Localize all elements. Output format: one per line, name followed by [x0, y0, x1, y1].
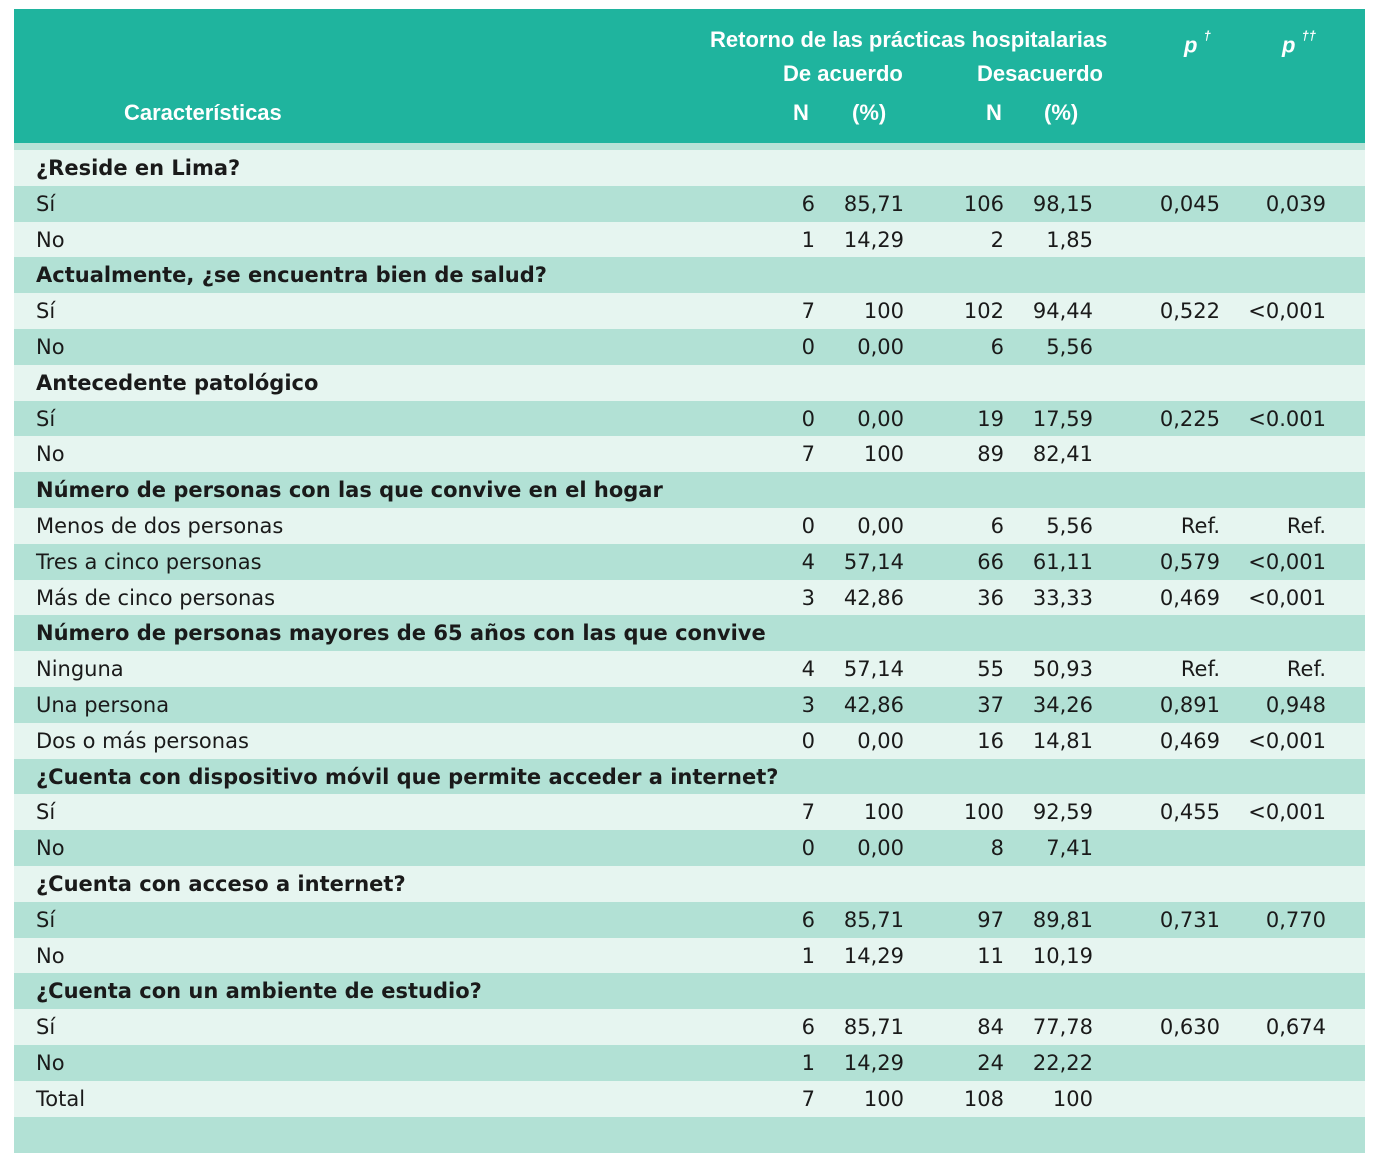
n-desacuerdo-cell: 102 [963, 299, 1004, 324]
p-dagger-cell [1124, 1045, 1220, 1081]
n-acuerdo-cell: 6 [801, 191, 815, 216]
caracteristicas-header: Características [124, 100, 282, 125]
n-desacuerdo-cell: 89 [977, 442, 1004, 467]
p-dagger-cell: 0,579 [1159, 549, 1220, 574]
empty-row [14, 1117, 1365, 1153]
pct-acuerdo-cell: 14,29 [843, 1051, 904, 1075]
row-label: No [36, 335, 65, 359]
p-dagger-cell [1124, 436, 1220, 472]
table-row [14, 329, 1365, 365]
n-acuerdo-cell: 7 [801, 299, 815, 324]
pct-acuerdo-cell: 85,71 [843, 907, 904, 932]
n-acuerdo-cell: 0 [801, 836, 815, 861]
p-dagger-cell: 0,455 [1159, 800, 1220, 825]
n-acuerdo-cell: 1 [801, 943, 815, 968]
row-label: No [36, 442, 65, 467]
n-desacuerdo-cell: 6 [990, 514, 1004, 538]
p-double-dagger-cell: <0,001 [1248, 800, 1326, 825]
pct-desacuerdo-cell: 7,41 [1046, 836, 1093, 861]
p-dagger-cell [1124, 222, 1220, 258]
n-desacuerdo-cell: 11 [977, 943, 1004, 968]
table-row [14, 794, 1365, 830]
pct-desacuerdo-cell: 98,15 [1032, 191, 1093, 216]
table-row [14, 687, 1365, 723]
pct-acuerdo-cell: 0,00 [857, 335, 904, 359]
table-row [14, 222, 1365, 258]
pct-acuerdo-cell: 14,29 [843, 943, 904, 968]
pct-desacuerdo-cell: 17,59 [1032, 406, 1093, 431]
row-label: Menos de dos personas [36, 514, 284, 538]
p-double-dagger-cell [1234, 436, 1326, 472]
p-dagger-header: p † [1184, 28, 1211, 58]
header-separator [14, 143, 1365, 150]
n-acuerdo-cell: 7 [801, 1086, 815, 1111]
p-dagger-cell: 0,469 [1159, 728, 1220, 753]
p-double-dagger-cell: <0,001 [1248, 585, 1326, 610]
pct-desacuerdo-cell: 92,59 [1032, 800, 1093, 825]
p-double-dagger-cell [1234, 1081, 1326, 1117]
table-row [14, 938, 1365, 974]
table-header [14, 9, 1365, 143]
section-label: Actualmente, ¿se encuentra bien de salud? [36, 263, 547, 288]
group-title: Retorno de las prácticas hospitalarias [710, 27, 1108, 52]
p-double-dagger-cell: Ref. [1286, 657, 1326, 682]
table-row [14, 436, 1365, 472]
pct-acuerdo-cell: 100 [863, 442, 904, 467]
row-label: Sí [36, 191, 56, 216]
p-double-dagger-cell: 0,770 [1265, 907, 1326, 932]
table-row [14, 1045, 1365, 1081]
pct-acuerdo-cell: 85,71 [843, 191, 904, 216]
section-row [14, 472, 1365, 508]
p-dagger-cell: 0,731 [1159, 907, 1220, 932]
pct-desacuerdo-cell: 5,56 [1046, 514, 1093, 538]
section-row [14, 150, 1365, 186]
row-label: No [36, 227, 65, 252]
n-acuerdo-cell: 6 [801, 907, 815, 932]
row-label: Sí [36, 907, 56, 932]
n-desacuerdo-cell: 108 [963, 1086, 1004, 1111]
p-dagger-cell: Ref. [1180, 657, 1220, 682]
section-label: Antecedente patológico [36, 370, 319, 395]
pct-desacuerdo-cell: 82,41 [1032, 442, 1093, 467]
table-row [14, 293, 1365, 329]
row-label: No [36, 1051, 65, 1075]
p-dagger-cell [1124, 1081, 1220, 1117]
results-table [14, 9, 1365, 1149]
row-label: Más de cinco personas [36, 585, 276, 610]
row-label: Total [36, 1086, 86, 1111]
pct-acuerdo-cell: 0,00 [857, 406, 904, 431]
n-header-desacuerdo: N [986, 100, 1002, 125]
row-label: No [36, 943, 65, 968]
row-label: Una persona [36, 693, 170, 717]
pct-acuerdo-cell: 57,14 [843, 549, 904, 574]
n-header-acuerdo: N [793, 100, 809, 125]
p-double-dagger-cell: <0,001 [1248, 549, 1326, 574]
pct-acuerdo-cell: 0,00 [857, 836, 904, 861]
p-double-dagger-cell: <0,001 [1248, 728, 1326, 753]
pct-desacuerdo-cell: 33,33 [1032, 585, 1093, 610]
section-label: ¿Cuenta con acceso a internet? [36, 872, 406, 896]
p-dagger-cell: 0,522 [1159, 299, 1220, 324]
n-acuerdo-cell: 1 [801, 227, 815, 252]
n-desacuerdo-cell: 6 [990, 335, 1004, 359]
p-double-dagger-cell [1234, 1045, 1326, 1081]
desacuerdo-header: Desacuerdo [977, 61, 1103, 86]
n-desacuerdo-cell: 37 [977, 693, 1004, 717]
pct-desacuerdo-cell: 22,22 [1032, 1051, 1093, 1075]
section-row [14, 759, 1365, 795]
n-desacuerdo-cell: 55 [977, 657, 1004, 682]
p-dagger-cell [1124, 938, 1220, 974]
row-label: Sí [36, 299, 56, 324]
n-acuerdo-cell: 0 [801, 406, 815, 431]
n-acuerdo-cell: 4 [801, 657, 815, 682]
table-row [14, 186, 1365, 222]
row-label: Sí [36, 1015, 56, 1040]
n-desacuerdo-cell: 36 [977, 585, 1004, 610]
pct-desacuerdo-cell: 5,56 [1046, 335, 1093, 359]
p-double-dagger-header: p †† [1282, 28, 1317, 58]
row-label: Dos o más personas [36, 728, 249, 753]
n-desacuerdo-cell: 2 [990, 227, 1004, 252]
p-double-dagger-cell: 0,948 [1265, 693, 1326, 717]
n-acuerdo-cell: 0 [801, 514, 815, 538]
p-dagger-cell: 0,469 [1159, 585, 1220, 610]
pct-desacuerdo-cell: 61,11 [1032, 549, 1093, 574]
pct-acuerdo-cell: 100 [863, 1086, 904, 1111]
n-acuerdo-cell: 0 [801, 728, 815, 753]
p-double-dagger-cell: 0,039 [1265, 191, 1326, 216]
pct-desacuerdo-cell: 10,19 [1032, 943, 1093, 968]
row-label: Sí [36, 800, 56, 825]
row-label: Tres a cinco personas [36, 549, 262, 574]
p-double-dagger-cell [1234, 329, 1326, 365]
n-desacuerdo-cell: 8 [990, 836, 1004, 861]
section-label: Número de personas mayores de 65 años con las que convive [36, 621, 766, 646]
table-row [14, 723, 1365, 759]
pct-header-acuerdo: (%) [852, 100, 887, 125]
row-label: Sí [36, 406, 56, 431]
n-desacuerdo-cell: 84 [977, 1015, 1004, 1040]
pct-desacuerdo-cell: 77,78 [1032, 1015, 1093, 1040]
table-row [14, 508, 1365, 544]
n-desacuerdo-cell: 19 [977, 406, 1004, 431]
pct-acuerdo-cell: 0,00 [857, 514, 904, 538]
p-dagger-cell [1124, 329, 1220, 365]
p-double-dagger-cell: <0,001 [1248, 299, 1326, 324]
section-row [14, 615, 1365, 651]
pct-acuerdo-cell: 85,71 [843, 1015, 904, 1040]
n-desacuerdo-cell: 100 [963, 800, 1004, 825]
p-dagger-cell: 0,891 [1159, 693, 1220, 717]
section-row [14, 257, 1365, 293]
n-acuerdo-cell: 4 [801, 549, 815, 574]
pct-acuerdo-cell: 0,00 [857, 728, 904, 753]
pct-acuerdo-cell: 42,86 [843, 585, 904, 610]
n-desacuerdo-cell: 66 [977, 549, 1004, 574]
pct-acuerdo-cell: 42,86 [843, 693, 904, 717]
p-dagger-cell: Ref. [1180, 514, 1220, 538]
pct-desacuerdo-cell: 14,81 [1032, 728, 1093, 753]
n-acuerdo-cell: 7 [801, 800, 815, 825]
table-row [14, 830, 1365, 866]
p-dagger-cell: 0,225 [1159, 406, 1220, 431]
pct-acuerdo-cell: 14,29 [843, 227, 904, 252]
section-label: Número de personas con las que convive en el hogar [36, 478, 663, 503]
pct-desacuerdo-cell: 34,26 [1032, 693, 1093, 717]
section-row [14, 365, 1365, 401]
p-dagger-cell [1124, 830, 1220, 866]
p-dagger-cell: 0,045 [1159, 191, 1220, 216]
section-label: ¿Cuenta con dispositivo móvil que permite acceder a internet? [36, 764, 779, 789]
pct-desacuerdo-cell: 50,93 [1032, 657, 1093, 682]
p-double-dagger-cell: <0.001 [1248, 406, 1326, 431]
n-acuerdo-cell: 6 [801, 1015, 815, 1040]
table-row [14, 1081, 1365, 1117]
n-acuerdo-cell: 7 [801, 442, 815, 467]
p-double-dagger-cell: Ref. [1286, 514, 1326, 538]
n-desacuerdo-cell: 97 [977, 907, 1004, 932]
p-double-dagger-cell: 0,674 [1265, 1015, 1326, 1040]
pct-acuerdo-cell: 57,14 [843, 657, 904, 682]
table-row [14, 651, 1365, 687]
n-acuerdo-cell: 3 [801, 585, 815, 610]
row-label: Ninguna [36, 657, 124, 682]
p-double-dagger-cell [1234, 938, 1326, 974]
pct-acuerdo-cell: 100 [863, 299, 904, 324]
p-dagger-cell: 0,630 [1159, 1015, 1220, 1040]
n-acuerdo-cell: 1 [801, 1051, 815, 1075]
table-row [14, 1009, 1365, 1045]
pct-desacuerdo-cell: 94,44 [1032, 299, 1093, 324]
p-double-dagger-cell [1234, 222, 1326, 258]
p-double-dagger-cell [1234, 830, 1326, 866]
section-row [14, 866, 1365, 902]
pct-desacuerdo-cell: 89,81 [1032, 907, 1093, 932]
table-row [14, 580, 1365, 616]
de-acuerdo-header: De acuerdo [783, 61, 903, 86]
pct-desacuerdo-cell: 100 [1052, 1086, 1093, 1111]
table-row [14, 544, 1365, 580]
n-desacuerdo-cell: 24 [977, 1051, 1004, 1075]
n-acuerdo-cell: 0 [801, 335, 815, 359]
section-label: ¿Cuenta con un ambiente de estudio? [36, 979, 482, 1004]
n-desacuerdo-cell: 106 [963, 191, 1004, 216]
n-acuerdo-cell: 3 [801, 693, 815, 717]
section-label: ¿Reside en Lima? [36, 156, 241, 180]
table-row [14, 902, 1365, 938]
pct-header-desacuerdo: (%) [1044, 100, 1079, 125]
n-desacuerdo-cell: 16 [977, 728, 1004, 753]
pct-desacuerdo-cell: 1,85 [1046, 227, 1093, 252]
section-row [14, 973, 1365, 1009]
pct-acuerdo-cell: 100 [863, 800, 904, 825]
row-label: No [36, 836, 65, 861]
table-row [14, 401, 1365, 437]
